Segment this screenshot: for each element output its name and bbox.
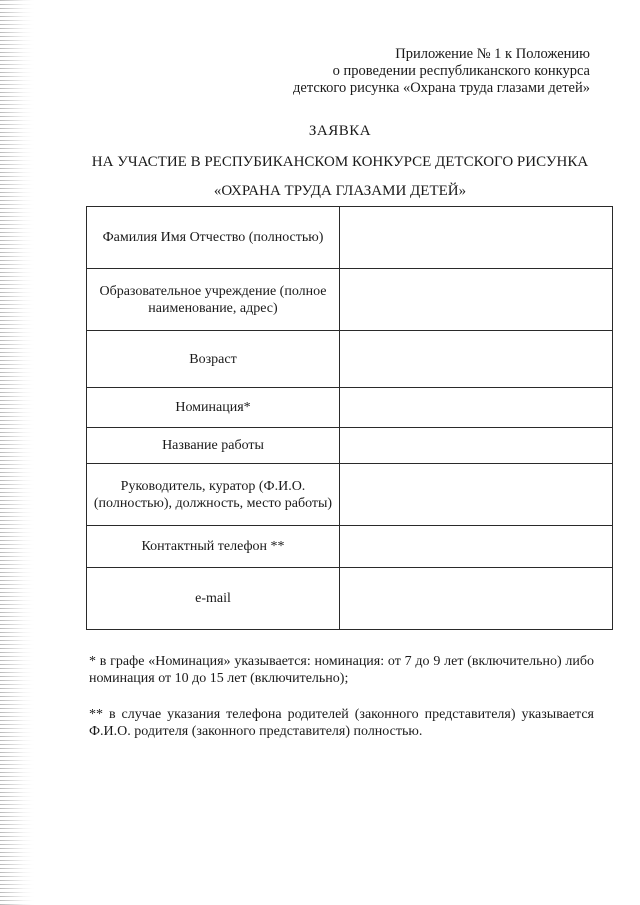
form-row-phone [87,526,613,568]
form-label: Возраст [87,331,340,388]
form-row-full-name [87,207,613,269]
form-row-supervisor [87,464,613,526]
form-value-cell[interactable] [340,269,613,331]
title-line-3: «ОХРАНА ТРУДА ГЛАЗАМИ ДЕТЕЙ» [213,183,467,199]
form-label: Контактный телефон ** [87,526,340,568]
form-value-cell[interactable] [340,428,613,464]
form-label: e-mail [87,568,340,630]
form-label: Руководитель, куратор (Ф.И.О. (полностью), должность, место работы) [87,464,340,526]
form-row-age [87,331,613,388]
form-value-cell[interactable] [340,568,613,630]
form-label: Название работы [87,428,340,464]
form-row-nomination [87,388,613,428]
appendix-line-3: детского рисунка «Охрана труда глазами детей» [293,80,590,96]
form-row-email [87,568,613,630]
appendix-line-1: Приложение № 1 к Положению [395,46,590,62]
form-value-cell[interactable] [340,331,613,388]
form-label: Образовательное учреждение (полное наименование, адрес) [87,269,340,331]
form-value-cell[interactable] [340,207,613,269]
form-row-work-title [87,428,613,464]
footnote-phone: ** в случае указания телефона родителей (законного представителя) указывается Ф.И.О. родителя (законного представителя) полностью. [89,707,594,739]
application-form-table [86,206,613,630]
footnote-nomination: * в графе «Номинация» указывается: номинация: от 7 до 9 лет (включительно) либо номинация от 10 до 15 лет (включительно); [89,654,594,686]
appendix-line-2: о проведении республиканского конкурса [332,63,590,79]
document-title [0,123,640,200]
form-label: Фамилия Имя Отчество (полностью) [87,207,340,269]
appendix-header [230,46,590,97]
form-value-cell[interactable] [340,526,613,568]
form-value-cell[interactable] [340,388,613,428]
title-line-2: НА УЧАСТИЕ В РЕСПУБИКАНСКОМ КОНКУРСЕ ДЕТСКОГО РИСУНКА [91,154,589,170]
title-line-1: ЗАЯВКА [308,123,372,139]
form-row-institution [87,269,613,331]
form-value-cell[interactable] [340,464,613,526]
form-label: Номинация* [87,388,340,428]
